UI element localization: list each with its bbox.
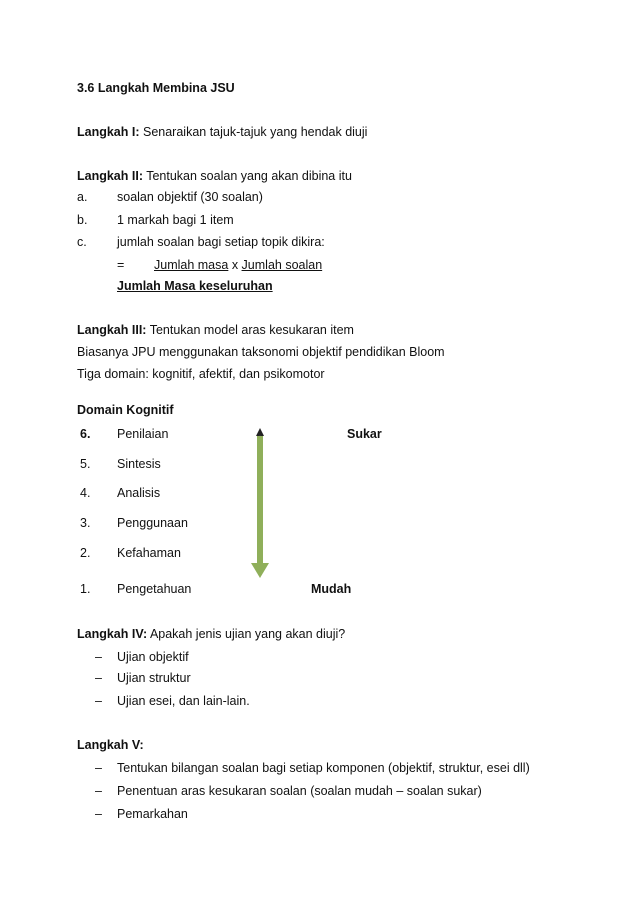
formula-term-2: Jumlah soalan: [241, 258, 323, 272]
dash-bullet: –: [95, 807, 102, 821]
level-6-name: Penilaian: [117, 427, 169, 441]
step-5-label: Langkah V:: [77, 738, 144, 752]
step-2-item-a: soalan objektif (30 soalan): [117, 190, 263, 204]
level-1-name: Pengetahuan: [117, 582, 192, 596]
formula-equals: =: [117, 258, 125, 272]
step-2-item-marker-b: b.: [77, 213, 88, 227]
formula-term-1: Jumlah masa: [154, 258, 229, 272]
step-2-label: Langkah II:: [77, 169, 143, 183]
step-5-item-3: Pemarkahan: [117, 807, 188, 821]
step-1: [77, 124, 367, 140]
step-5-item-1: Tentukan bilangan soalan bagi setiap komponen (objektif, struktur, esei dll): [117, 761, 530, 775]
difficulty-arrow-icon: [245, 428, 275, 580]
level-5-num: 5.: [80, 457, 91, 471]
dash-bullet: –: [95, 761, 102, 775]
difficulty-bottom-label: Mudah: [311, 582, 352, 596]
step-2-item-b: 1 markah bagi 1 item: [117, 213, 234, 227]
step-3: [77, 322, 354, 338]
formula-denominator: Jumlah Masa keseluruhan: [117, 279, 273, 293]
level-5-name: Sintesis: [117, 457, 161, 471]
dash-bullet: –: [95, 650, 102, 664]
level-4-name: Analisis: [117, 486, 161, 500]
step-4: [77, 626, 345, 642]
level-3-name: Penggunaan: [117, 516, 188, 530]
domain-heading: Domain Kognitif: [77, 403, 174, 417]
level-2-num: 2.: [80, 546, 91, 560]
step-2-item-c: jumlah soalan bagi setiap topik dikira:: [117, 235, 325, 249]
dash-bullet: –: [95, 671, 102, 685]
step-4-item-2: Ujian struktur: [117, 671, 191, 685]
step-4-item-3: Ujian esei, dan lain-lain.: [117, 694, 250, 708]
step-4-text: Apakah jenis ujian yang akan diuji?: [147, 627, 346, 641]
step-3-line-2: Biasanya JPU menggunakan taksonomi objektif pendidikan Bloom: [77, 345, 445, 359]
difficulty-top-label: Sukar: [347, 427, 382, 441]
level-4-num: 4.: [80, 486, 91, 500]
step-4-label: Langkah IV:: [77, 627, 148, 641]
formula-times: x: [228, 258, 242, 272]
step-2-text: Tentukan soalan yang akan dibina itu: [142, 169, 352, 183]
level-2-name: Kefahaman: [117, 546, 181, 560]
step-3-line-3: Tiga domain: kognitif, afektif, dan psikomotor: [77, 367, 325, 381]
step-3-label: Langkah III:: [77, 323, 147, 337]
step-2: [77, 168, 352, 184]
step-2-item-marker-c: c.: [77, 235, 87, 249]
step-1-text: Senaraikan tajuk-tajuk yang hendak diuji: [139, 125, 368, 139]
step-5-item-2: Penentuan aras kesukaran soalan (soalan mudah – soalan sukar): [117, 784, 482, 798]
step-4-item-1: Ujian objektif: [117, 650, 189, 664]
dash-bullet: –: [95, 694, 102, 708]
step-1-label: Langkah I:: [77, 125, 140, 139]
step-3-text: Tentukan model aras kesukaran item: [146, 323, 354, 337]
level-1-num: 1.: [80, 582, 91, 596]
formula-numerator: [154, 257, 322, 273]
level-3-num: 3.: [80, 516, 91, 530]
level-6-num: 6.: [80, 427, 91, 441]
step-2-item-marker-a: a.: [77, 190, 88, 204]
section-title: 3.6 Langkah Membina JSU: [77, 81, 235, 95]
dash-bullet: –: [95, 784, 102, 798]
